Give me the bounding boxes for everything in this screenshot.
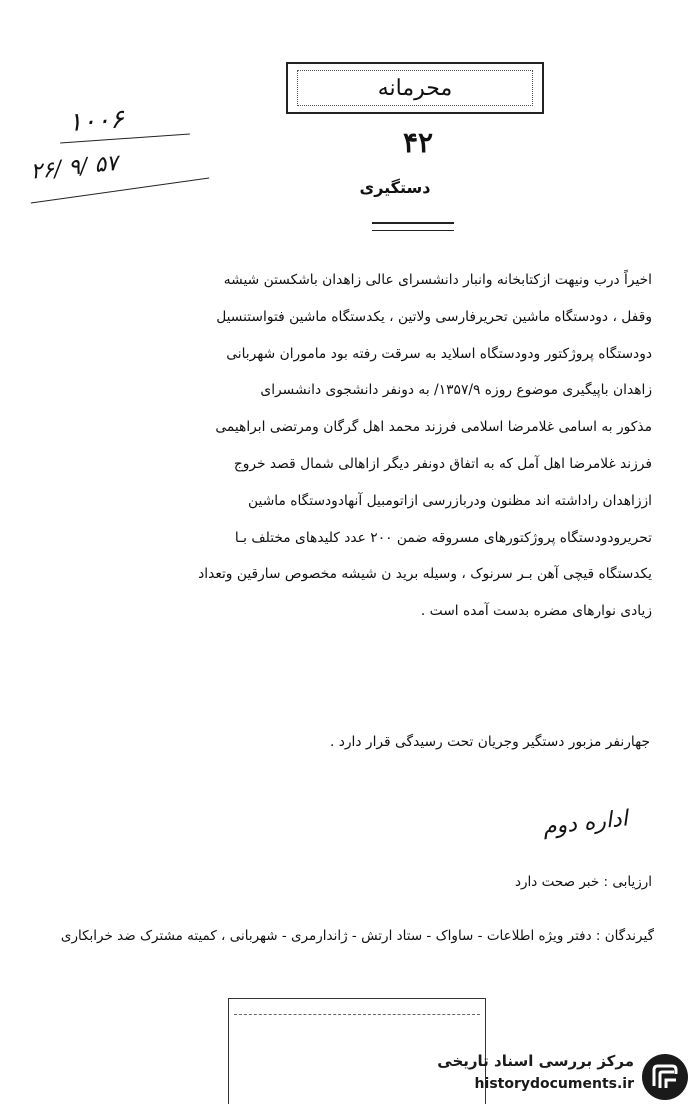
title-underline bbox=[372, 222, 454, 224]
watermark-url: historydocuments.ir bbox=[474, 1076, 634, 1092]
report-body bbox=[70, 262, 652, 630]
handwritten-date: ۲۶/ ۹/ ۵۷ bbox=[29, 150, 120, 185]
handwritten-signature: اداره دوم bbox=[541, 806, 630, 841]
watermark-name: مرکز بررسی اسناد تاریخی bbox=[437, 1052, 634, 1070]
body-line: وقفل ، دودستگاه ماشین تحریرفارسی ولاتین ، یکدستگاه ماشین فتواستنسیل bbox=[216, 308, 652, 325]
document-number: ۴۲ bbox=[402, 126, 434, 159]
title-underline-second bbox=[372, 230, 454, 231]
bottom-stamp-dashed-line bbox=[234, 1014, 480, 1015]
body-line: اخیراً درب ونیهت ازکتابخانه وانبار دانشسرای عالی زاهدان باشکستن شیشه bbox=[223, 272, 652, 288]
body-line: فرزند غلامرضا اهل آمل که به اتفاق دونفر دیگر ازاهالی شمال قصد خروج bbox=[233, 455, 652, 472]
body-line: زیادی نوارهای مضره بدست آمده است . bbox=[420, 603, 652, 620]
body-line: یکدستگاه قیچی آهن بـر سرنوک ، وسیله برید ن شیشه مخصوص سارقین وتعداد bbox=[198, 566, 652, 583]
evaluation-line: ارزیابی : خبر صحت دارد bbox=[515, 874, 652, 890]
recipients-line: گیرندگان : دفتر ویژه اطلاعات - ساواک - ستاد ارتش - ژاندارمری - شهربانی ، کمیته مشترک ضد خرابکاری bbox=[60, 928, 654, 944]
body-line: زاهدان باپیگیری موضوع روزه ۱۳۵۷/۹/ به دونفر دانشجوی دانشسرای bbox=[260, 382, 652, 399]
classification-stamp bbox=[286, 62, 544, 114]
classification-stamp-text: محرمانه bbox=[297, 70, 533, 106]
body-line: اززاهدان راداشته اند مظنون ودربازرسی ازاتومبیل آنهادودستگاه ماشین bbox=[248, 492, 652, 509]
watermark-logo bbox=[416, 1050, 696, 1104]
archive-emblem-icon bbox=[640, 1052, 690, 1102]
handwritten-number: ۱۰۰۶ bbox=[67, 104, 125, 139]
body-line: مذکور به اسامی غلامرضا اسلامی فرزند محمد اهل گرگان ومرتضی ابراهیمی bbox=[215, 419, 652, 436]
status-line: جهارنفر مزبور دستگیر وجریان تحت رسیدگی قرار دارد . bbox=[329, 734, 650, 750]
document-title: دستگیری bbox=[359, 178, 431, 197]
body-line: تحریرودودستگاه پروژکتورهای مسروقه ضمن ۲۰۰ عدد کلیدهای مختلف بـا bbox=[234, 529, 652, 546]
body-line: دودستگاه پروژکتور ودودستگاه اسلاید به سرقت رفته بود ماموران شهربانی bbox=[226, 345, 652, 362]
